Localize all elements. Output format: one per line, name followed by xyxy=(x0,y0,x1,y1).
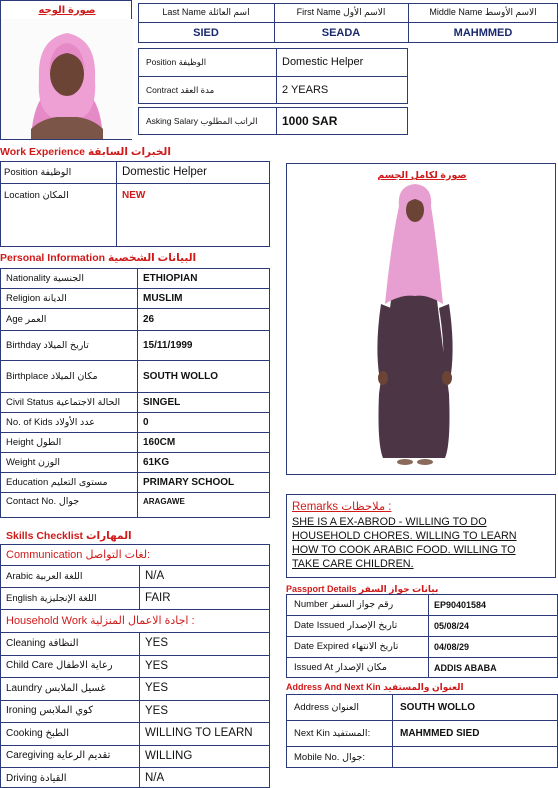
household-row-value: N/A xyxy=(145,772,165,785)
household-row-value: YES xyxy=(145,682,169,695)
passport-row-label: Number رقم جواز السفر xyxy=(294,599,394,610)
face-photo xyxy=(1,19,133,139)
address-title: Address And Next Kin العنوان والمستفيد xyxy=(286,682,464,692)
passport-row-label: Date Issued تاريخ الإصدار xyxy=(294,620,398,631)
household-row-value: YES xyxy=(145,704,169,717)
remark-line-2: HOUSEHOLD CHORES. WILLING TO LEARN xyxy=(292,530,517,542)
passport-title: Passport Details بيانات جواز السفر xyxy=(286,584,439,594)
household-row-value: WILLING xyxy=(145,749,193,762)
language-row-value: FAIR xyxy=(145,592,171,604)
body-photo-label: صورة لكامل الجسم xyxy=(377,170,467,181)
personal-row-label: Education مستوى التعليم xyxy=(6,476,108,488)
last-name-label: Last Name اسم العائلة xyxy=(162,7,250,17)
personal-row-label: Birthday تاريخ الميلاد xyxy=(6,339,89,351)
personal-row-label: Weight الوزن xyxy=(6,456,61,468)
personal-row-value: SOUTH WOLLO xyxy=(143,370,218,382)
passport-row-value: 05/08/24 xyxy=(434,620,470,631)
language-row-value: N/A xyxy=(145,570,165,582)
remarks-title: Remarks ملاحظات : xyxy=(292,501,392,513)
address-row-label: Mobile No. جوال: xyxy=(294,751,366,763)
language-row-label: Arabic اللغة العربية xyxy=(6,570,83,582)
middle-name-value: MAHMMED xyxy=(453,26,513,39)
personal-row-label: No. of Kids عدد الأولاد xyxy=(6,416,95,428)
remark-line-3: HOW TO COOK ARABIC FOOD. WILLING TO xyxy=(292,544,516,556)
passport-row-value: 04/08/29 xyxy=(434,641,470,652)
contract-label: Contract مدة العقد xyxy=(146,84,215,95)
we-position-label: Position الوظيفة xyxy=(4,166,72,178)
address-row-label: Next Kin المستفيد: xyxy=(294,727,371,739)
salary-value: 1000 SAR xyxy=(282,114,338,128)
household-row-label: Driving القيادة xyxy=(6,772,67,784)
personal-row-value: 15/11/1999 xyxy=(143,339,193,351)
personal-row-value: SINGEL xyxy=(143,396,181,408)
household-row-value: WILLING TO LEARN xyxy=(145,727,253,740)
passport-row-label: Date Expired تاريخ الانتهاء xyxy=(294,641,399,652)
household-row-label: Laundry غسيل الملابس xyxy=(6,682,106,694)
body-photo-frame xyxy=(286,163,556,475)
household-row-label: Child Care رعاية الاطفال xyxy=(6,660,113,672)
face-photo-label: صورة الوجه xyxy=(38,5,96,16)
we-location-label: Location المكان xyxy=(4,189,69,201)
position-value: Domestic Helper xyxy=(282,56,364,68)
household-row-value: YES xyxy=(145,637,169,650)
personal-row-value: ETHIOPIAN xyxy=(143,272,198,284)
personal-row-label: Age العمر xyxy=(6,313,47,325)
personal-row-value: MUSLIM xyxy=(143,292,183,304)
passport-row-label: Issued At مكان الإصدار xyxy=(294,662,387,673)
last-name-value: SIED xyxy=(193,26,219,39)
household-row-label: Cooking الطبخ xyxy=(6,727,69,739)
personal-info-title: Personal Information البيانات الشخصية xyxy=(0,252,197,264)
address-row-value: MAHMMED SIED xyxy=(400,727,480,739)
personal-row-value: 0 xyxy=(143,416,149,428)
body-photo xyxy=(287,184,555,474)
household-row-label: Cleaning النظافة xyxy=(6,637,79,649)
salary-label: Asking Salary الراتب المطلوب xyxy=(146,115,258,126)
communication-title: Communication لغات التواصل: xyxy=(6,549,151,561)
passport-row-value: EP90401584 xyxy=(434,599,487,610)
address-row-value xyxy=(396,746,556,768)
skills-title: Skills Checklist المهارات xyxy=(6,530,132,542)
personal-row-label: Birthplace مكان الميلاد xyxy=(6,370,98,382)
position-label: Position الوظيفة xyxy=(146,56,207,67)
personal-row-label: Civil Status الحالة الاجتماعية xyxy=(6,396,121,408)
we-position-value: Domestic Helper xyxy=(122,166,207,178)
household-title: Household Work اجادة الاعمال المنزلية : xyxy=(6,615,195,627)
household-row-value: YES xyxy=(145,659,169,672)
face-photo-frame xyxy=(0,0,132,140)
household-row-label: Ironing كوي الملابس xyxy=(6,705,93,717)
personal-row-value: 160CM xyxy=(143,436,176,448)
address-row-value: SOUTH WOLLO xyxy=(400,701,475,713)
personal-row-value: ARAGAWE xyxy=(143,496,185,506)
work-experience-title: Work Experience الخبرات السابقة xyxy=(0,146,171,158)
remark-line-1: SHE IS A EX-ABROD - WILLING TO DO xyxy=(292,516,487,528)
personal-row-label: Contact No. جوال xyxy=(6,495,80,507)
address-row-label: Address العنوان xyxy=(294,701,360,713)
personal-row-value: PRIMARY SCHOOL xyxy=(143,476,235,488)
first-name-value: SEADA xyxy=(321,26,361,39)
remark-line-4: TAKE CARE CHILDREN. xyxy=(292,558,414,570)
personal-row-label: Religion الديانة xyxy=(6,292,67,304)
personal-row-value: 61KG xyxy=(143,456,170,468)
household-row-label: Caregiving تقديم الرعاية xyxy=(6,750,111,762)
first-name-label: First Name الاسم الأول xyxy=(296,7,386,17)
middle-name-label: Middle Name الاسم الأوسط xyxy=(429,7,537,17)
language-row-label: English اللغة الإنجليزية xyxy=(6,592,97,604)
personal-row-label: Nationality الجنسية xyxy=(6,272,84,284)
contract-value: 2 YEARS xyxy=(282,84,329,96)
personal-row-label: Height الطول xyxy=(6,436,62,448)
passport-row-value: ADDIS ABABA xyxy=(434,662,497,673)
we-location-value: NEW xyxy=(122,189,146,201)
personal-row-value: 26 xyxy=(143,313,155,325)
